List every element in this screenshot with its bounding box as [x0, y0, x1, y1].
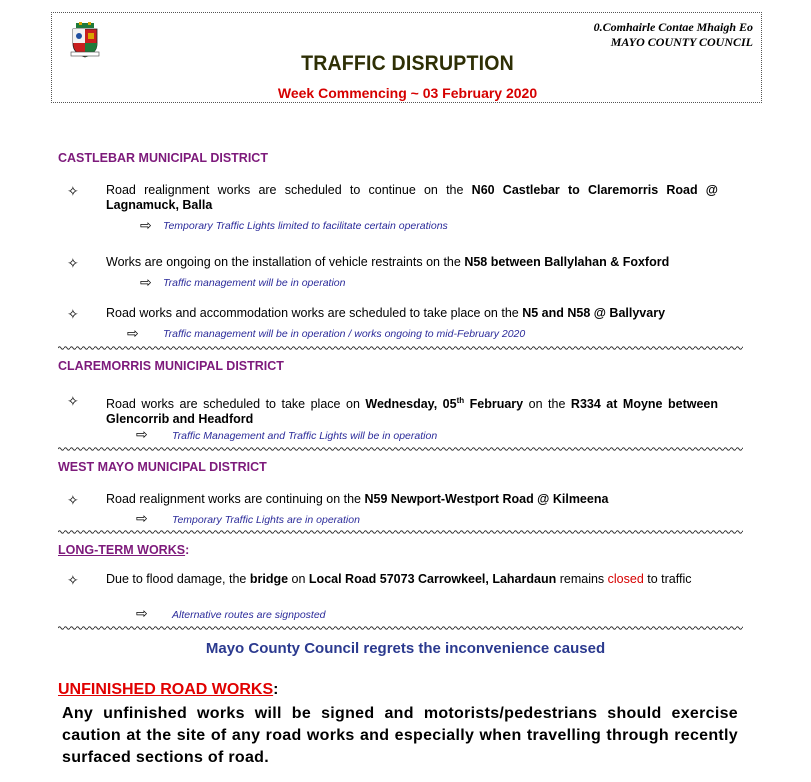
tilde-divider [58, 529, 743, 535]
right-arrow-icon: ⇨ [140, 274, 152, 290]
list-item [106, 183, 718, 213]
right-arrow-icon: ⇨ [136, 605, 148, 621]
item-text: remains [556, 572, 608, 586]
item-note: Traffic Management and Traffic Lights will be in operation [172, 430, 438, 442]
item-month: February [464, 397, 524, 412]
item-text: Works are ongoing on the installation of vehicle restraints on the [106, 255, 465, 269]
four-point-star-icon: ✧ [67, 492, 79, 508]
item-note: Temporary Traffic Lights limited to facilitate certain operations [163, 220, 448, 232]
item-text: on the [523, 397, 571, 412]
item-text: Road realignment works are continuing on the [106, 492, 365, 506]
four-point-star-icon: ✧ [67, 255, 79, 271]
four-point-star-icon: ✧ [67, 183, 79, 199]
right-arrow-icon: ⇨ [136, 426, 148, 442]
council-name-english: MAYO COUNTY COUNCIL [610, 35, 753, 49]
closed-status: closed [607, 572, 644, 586]
district-heading-castlebar: CASTLEBAR MUNICIPAL DISTRICT [58, 151, 268, 165]
header-box [51, 12, 762, 103]
item-text: Due to flood damage, the [106, 572, 250, 586]
item-note: Temporary Traffic Lights are in operation [172, 514, 360, 526]
item-note: Traffic management will be in operation [163, 277, 346, 289]
heading-colon: : [185, 543, 190, 557]
list-item [106, 255, 718, 270]
item-text: on [288, 572, 309, 586]
item-text: Road works are scheduled to take place on [106, 397, 366, 412]
item-location: N5 and N58 @ Ballyvary [522, 306, 666, 320]
district-heading-long-term [58, 543, 189, 557]
four-point-star-icon: ✧ [67, 393, 79, 409]
district-heading-west-mayo: WEST MAYO MUNICIPAL DISTRICT [58, 460, 267, 474]
tilde-divider [58, 345, 743, 351]
item-location: Local Road 57073 Carrowkeel, Lahardaun [308, 572, 557, 586]
tilde-divider [58, 446, 743, 452]
council-name-irish: 0.Comhairle Contae Mhaigh Eo [593, 20, 753, 34]
right-arrow-icon: ⇨ [136, 510, 148, 526]
right-arrow-icon: ⇨ [140, 217, 152, 233]
date-suffix: th [456, 396, 465, 405]
long-term-heading-text: LONG-TERM WORKS [58, 543, 186, 557]
list-item [106, 492, 718, 507]
item-text: Road realignment works are scheduled to continue on the [106, 183, 472, 197]
right-arrow-icon: ⇨ [127, 325, 139, 341]
item-structure: bridge [249, 572, 289, 586]
heading-colon: : [273, 681, 279, 698]
unfinished-works-heading [58, 681, 278, 699]
list-item [106, 306, 718, 321]
list-item [106, 393, 718, 427]
list-item [106, 572, 718, 587]
page-title: TRAFFIC DISRUPTION [301, 52, 514, 75]
item-location: N60 Castlebar to Claremorris Road @ Lagnamuck, Balla [106, 183, 718, 212]
four-point-star-icon: ✧ [67, 306, 79, 322]
item-date: Wednesday, 05 [365, 397, 457, 412]
item-note: Traffic management will be in operation / works ongoing to mid-February 2020 [163, 328, 526, 340]
item-note: Alternative routes are signposted [172, 609, 326, 621]
item-location: N58 between Ballylahan & Foxford [464, 255, 670, 269]
unfinished-works-warning: Any unfinished works will be signed and motorists/pedestrians should exercise caution at the site of any road works and especially when travelling through recently surfaced sections of road. [62, 705, 738, 766]
item-text: Road works and accommodation works are scheduled to take place on the [106, 306, 523, 320]
district-heading-claremorris: CLAREMORRIS MUNICIPAL DISTRICT [58, 359, 284, 373]
four-point-star-icon: ✧ [67, 572, 79, 588]
unfinished-heading-text: UNFINISHED ROAD WORKS [58, 681, 274, 698]
regret-message: Mayo County Council regrets the inconvenience caused [205, 640, 606, 657]
item-location: N59 Newport-Westport Road @ Kilmeena [364, 492, 609, 506]
week-commencing: Week Commencing ~ 03 February 2020 [277, 85, 538, 101]
item-location: R334 at Moyne between Glencorrib and Headford [106, 397, 719, 427]
tilde-divider [58, 625, 743, 631]
item-text: to traffic [643, 572, 692, 586]
